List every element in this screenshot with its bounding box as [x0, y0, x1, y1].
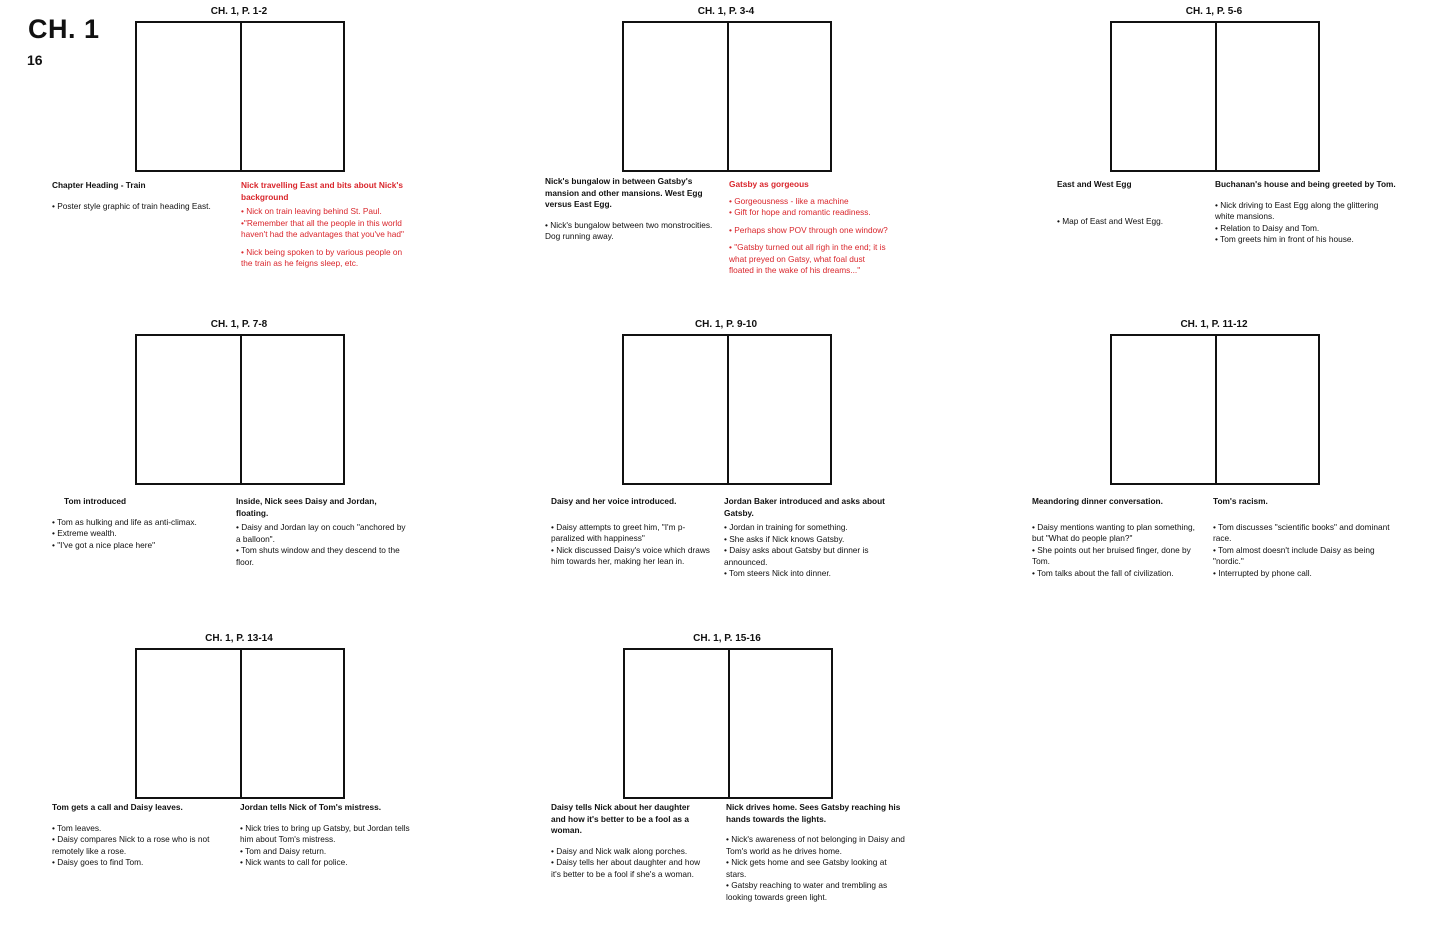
note-bullet: • Gift for hope and romantic readiness. [729, 207, 871, 217]
spread-right-note [240, 802, 410, 869]
spread-label: CH. 1, P. 5-6 [1185, 6, 1243, 17]
spread-label: CH. 1, P. 7-8 [210, 319, 268, 330]
note-heading: Chapter Heading - Train [52, 180, 146, 190]
note-heading: Tom's racism. [1213, 496, 1268, 506]
chapter-page-count: 16 [27, 52, 43, 68]
spread-spine [727, 336, 729, 483]
note-bullet: • Nick tries to bring up Gatsby, but Jordan tells him about Tom's mistress. [240, 822, 410, 844]
spread-left-note [1032, 496, 1202, 579]
note-bullet: • Extreme wealth. [52, 528, 117, 538]
note-bullet: • Daisy and Jordan lay on couch "anchored by a balloon". [236, 522, 406, 544]
note-bullet: • Daisy goes to find Tom. [52, 857, 144, 867]
note-bullet: • Gatsby reaching to water and trembling as looking towards green light. [726, 880, 888, 902]
spread-spine [1215, 336, 1217, 483]
note-bullet: • Tom shuts window and they descend to the floor. [236, 545, 400, 567]
note-bullet: • Nick's awareness of not belonging in Daisy and Tom's world as he drives home. [726, 834, 905, 856]
page-spread-thumbnail [135, 648, 345, 799]
spread-left-note [52, 802, 227, 869]
note-bullet: • Nick wants to call for police. [240, 857, 348, 867]
note-bullet: • Nick discussed Daisy's voice which draws him towards her, making her lean in. [551, 544, 710, 566]
spread-label: CH. 1, P. 13-14 [205, 633, 273, 644]
note-bullet: • Daisy mentions wanting to plan something, but "What do people plan?" [1032, 521, 1195, 543]
spread-right-note [724, 496, 904, 580]
note-bullet: • Nick driving to East Egg along the glittering white mansions. [1215, 199, 1379, 221]
spread-spine [240, 650, 242, 797]
spread-right-note [726, 802, 906, 903]
note-bullet: • Tom talks about the fall of civilization. [1032, 567, 1174, 578]
note-bullet: •"Remember that all the people in this world haven't had the advantages that you've had" [241, 217, 404, 239]
note-bullet: • Nick's bungalow between two monstrocities. Dog running away. [545, 219, 713, 241]
spread-left-note [545, 176, 715, 243]
note-heading: Nick drives home. Sees Gatsby reaching his hands towards the lights. [726, 802, 901, 824]
page-spread-thumbnail [622, 21, 832, 172]
note-bullet: • Poster style graphic of train heading East. [52, 200, 211, 211]
note-heading: Buchanan's house and being greeted by Tom. [1215, 179, 1396, 189]
spread-label: CH. 1, P. 3-4 [697, 6, 755, 17]
note-bullet: • "Gatsby turned out all righ in the end; it is what preyed on Gatsy, what foal dust floated in the wake of his dreams..." [729, 242, 886, 275]
note-bullet: • Nick on train leaving behind St. Paul. [241, 206, 382, 216]
note-heading: Nick travelling East and bits about Nick's background [241, 180, 403, 202]
spread-left-note [52, 180, 217, 212]
page-spread-thumbnail [622, 334, 832, 485]
spread-spine [240, 23, 242, 170]
note-heading: Nick's bungalow in between Gatsby's mansion and other mansions. West Egg versus East Egg. [545, 176, 703, 209]
note-bullet: • Tom leaves. [52, 822, 102, 833]
page-spread-thumbnail [1110, 334, 1320, 485]
note-heading: Daisy and her voice introduced. [551, 496, 677, 506]
note-bullet: • Daisy tells her about daughter and how it's better to be a fool if she's a woman. [551, 857, 701, 879]
spread-left-note [1057, 179, 1207, 227]
note-bullet: • Nick gets home and see Gatsby looking at stars. [726, 857, 887, 879]
spread-right-note [1213, 496, 1393, 579]
page-spread-thumbnail [135, 334, 345, 485]
note-bullet: • Tom steers Nick into dinner. [724, 568, 831, 578]
note-bullet: • Daisy compares Nick to a rose who is not remotely like a rose. [52, 834, 210, 856]
note-bullet: • Tom discusses "scientific books" and dominant race. [1213, 521, 1390, 543]
note-bullet: • She asks if Nick knows Gatsby. [724, 533, 845, 544]
note-heading: Inside, Nick sees Daisy and Jordan, floating. [236, 496, 377, 518]
spread-label: CH. 1, P. 9-10 [694, 319, 758, 330]
note-bullet: • Tom as hulking and life as anti-climax. [52, 516, 197, 527]
note-bullet: • Nick being spoken to by various people on the train as he feigns sleep, etc. [241, 246, 403, 268]
spread-label: CH. 1, P. 11-12 [1180, 319, 1248, 330]
note-heading: Jordan tells Nick of Tom's mistress. [240, 802, 382, 812]
spread-right-note [1215, 179, 1400, 246]
note-heading: Daisy tells Nick about her daughter and how it's better to be a fool as a woman. [551, 802, 690, 835]
spread-left-note [551, 802, 701, 880]
note-heading: Tom introduced [64, 496, 127, 506]
spread-left-note [551, 496, 711, 568]
note-bullet: • Perhaps show POV through one window? [729, 224, 888, 235]
chapter-title: CH. 1 [28, 14, 100, 44]
page-spread-thumbnail [1110, 21, 1320, 172]
spread-spine [727, 23, 729, 170]
spread-right-note [729, 179, 889, 277]
note-bullet: • Jordan in training for something. [724, 522, 848, 532]
page-spread-thumbnail [135, 21, 345, 172]
spread-right-note [241, 180, 411, 270]
note-bullet: • Interrupted by phone call. [1213, 567, 1312, 578]
note-bullet: • Tom greets him in front of his house. [1215, 234, 1354, 244]
note-bullet: • Daisy and Nick walk along porches. [551, 845, 688, 856]
page-spread-thumbnail [623, 648, 833, 799]
note-bullet: • Relation to Daisy and Tom. [1215, 222, 1320, 233]
note-bullet: • Daisy asks about Gatsby but dinner is announced. [724, 545, 869, 567]
note-bullet: • Tom almost doesn't include Daisy as being "nordic." [1213, 544, 1375, 566]
note-heading: Jordan Baker introduced and asks about Gatsby. [724, 496, 885, 518]
spread-right-note [236, 496, 406, 568]
note-bullet: • Daisy attempts to greet him, "I'm p-paralized with happiness" [551, 521, 686, 543]
spread-label: CH. 1, P. 15-16 [693, 633, 761, 644]
note-bullet: • "I've got a nice place here" [52, 539, 156, 550]
spread-spine [240, 336, 242, 483]
spread-spine [728, 650, 730, 797]
note-bullet: • Tom and Daisy return. [240, 845, 327, 856]
note-heading: Tom gets a call and Daisy leaves. [52, 802, 183, 812]
spread-left-note [52, 496, 222, 551]
spread-spine [1215, 23, 1217, 170]
note-bullet: • She points out her bruised finger, done by Tom. [1032, 544, 1191, 566]
note-heading: Meandoring dinner conversation. [1032, 496, 1163, 506]
spread-label: CH. 1, P. 1-2 [210, 6, 268, 17]
note-bullet: • Gorgeousness - like a machine [729, 195, 849, 206]
note-heading: Gatsby as gorgeous [729, 179, 809, 189]
note-heading: East and West Egg [1057, 179, 1132, 189]
note-bullet: • Map of East and West Egg. [1057, 215, 1164, 226]
